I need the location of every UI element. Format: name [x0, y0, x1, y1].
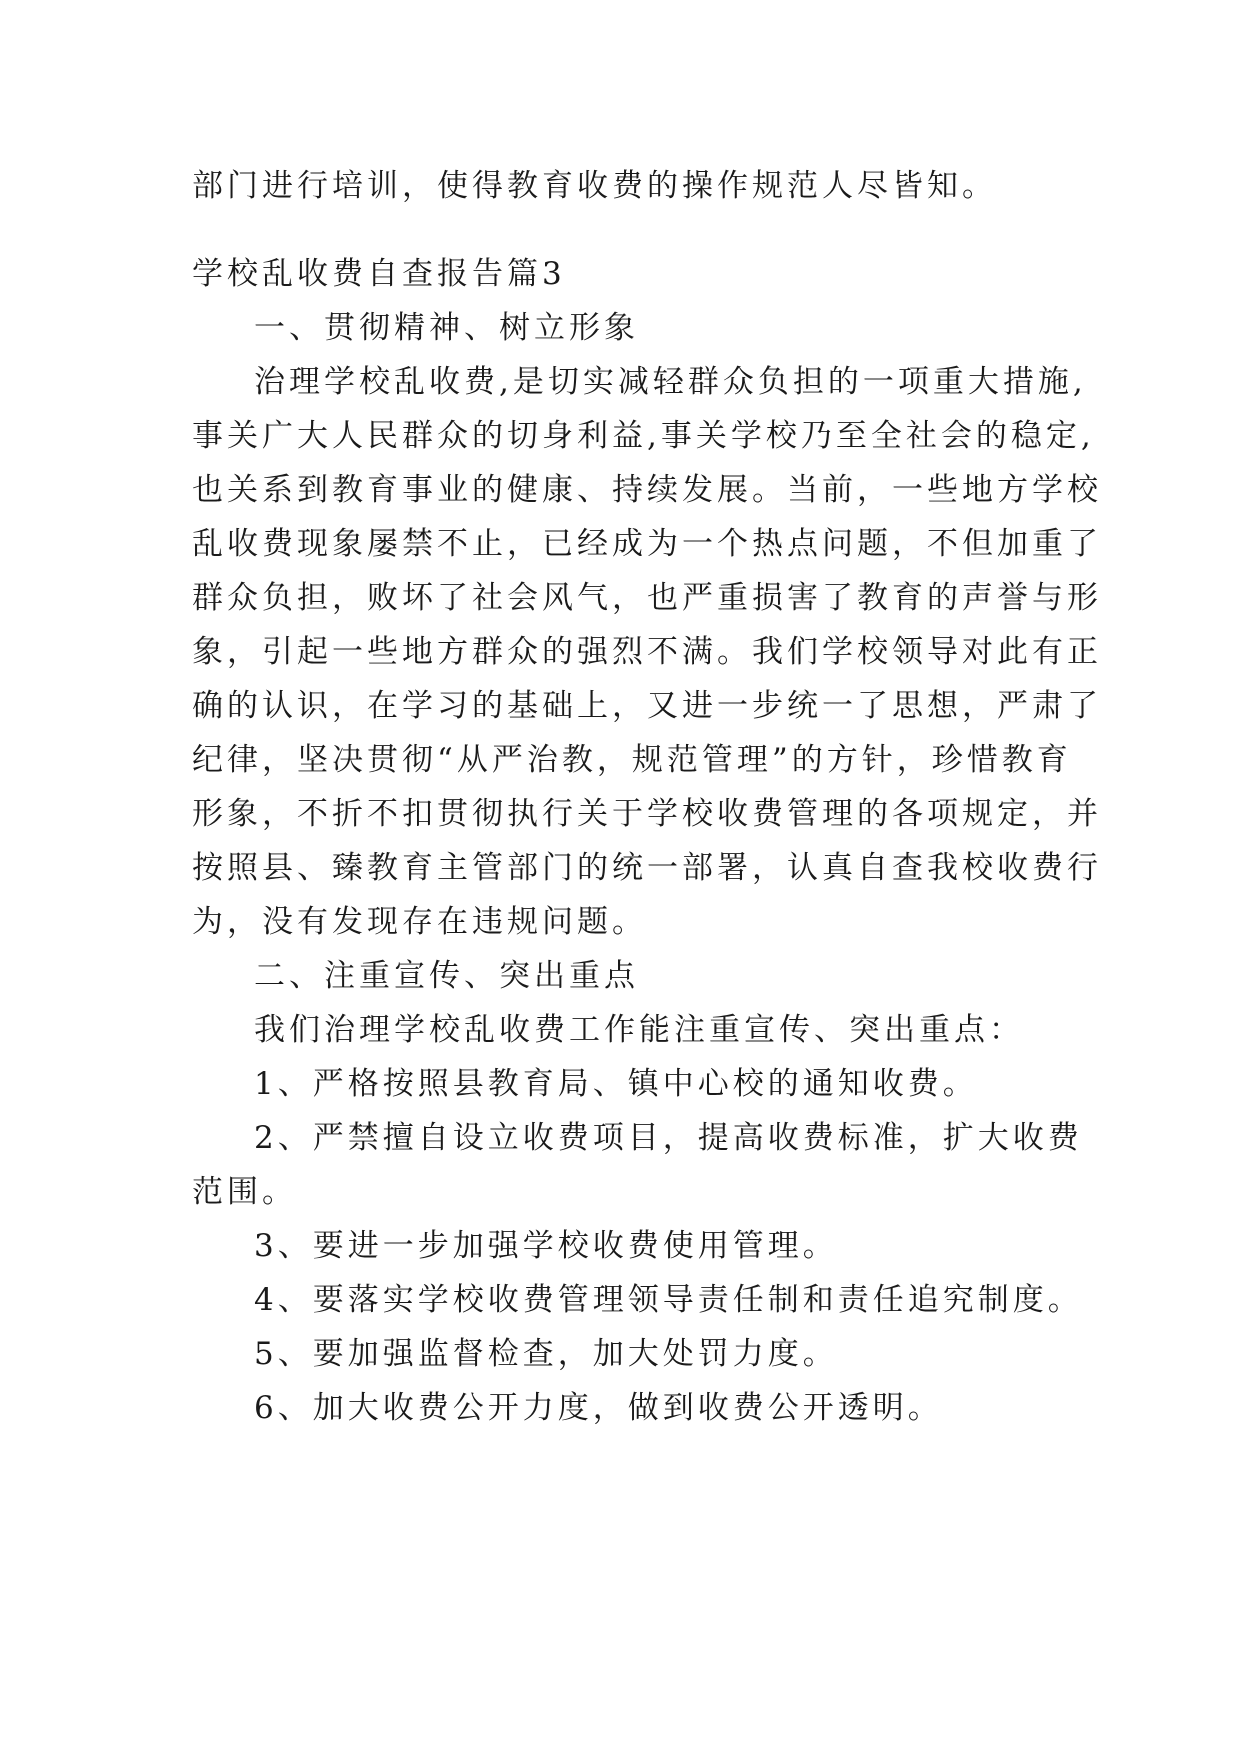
list-item: 2、严禁擅自设立收费项目，提高收费标准，扩大收费	[254, 1120, 1083, 1156]
body-line: 我们治理学校乱收费工作能注重宣传、突出重点：	[254, 1012, 1024, 1048]
list-item: 1、严格按照县教育局、镇中心校的通知收费。	[254, 1066, 978, 1102]
section-title: 学校乱收费自查报告篇3	[192, 256, 566, 292]
body-line: 也关系到教育事业的健康、持续发展。当前，一些地方学校	[192, 472, 1102, 508]
body-line: 为，没有发现存在违规问题。	[192, 904, 647, 940]
list-item-continuation: 范围。	[192, 1174, 297, 1210]
body-line: 确的认识，在学习的基础上，又进一步统一了思想，严肃了	[192, 688, 1102, 724]
body-line: 按照县、臻教育主管部门的统一部署，认真自查我校收费行	[192, 850, 1102, 886]
paragraph-continuation-line: 部门进行培训，使得教育收费的操作规范人尽皆知。	[192, 168, 997, 204]
body-line: 乱收费现象屡禁不止，已经成为一个热点问题，不但加重了	[192, 526, 1102, 562]
list-item: 6、加大收费公开力度，做到收费公开透明。	[254, 1390, 943, 1426]
body-line: 群众负担，败坏了社会风气，也严重损害了教育的声誉与形	[192, 580, 1102, 616]
list-item: 5、要加强监督检查，加大处罚力度。	[254, 1336, 838, 1372]
body-line: 形象，不折不扣贯彻执行关于学校收费管理的各项规定，并	[192, 796, 1102, 832]
heading-two: 二、注重宣传、突出重点	[254, 958, 639, 994]
list-item: 3、要进一步加强学校收费使用管理。	[254, 1228, 838, 1264]
body-line: 事关广大人民群众的切身利益,事关学校乃至全社会的稳定,	[192, 418, 1095, 454]
heading-one: 一、贯彻精神、树立形象	[254, 310, 639, 346]
body-line: 纪律，坚决贯彻“从严治教，规范管理”的方针，珍惜教育	[192, 742, 1072, 778]
body-line: 象，引起一些地方群众的强烈不满。我们学校领导对此有正	[192, 634, 1102, 670]
body-line: 治理学校乱收费,是切实减轻群众负担的一项重大措施,	[254, 364, 1087, 400]
list-item: 4、要落实学校收费管理领导责任制和责任追究制度。	[254, 1282, 1083, 1318]
